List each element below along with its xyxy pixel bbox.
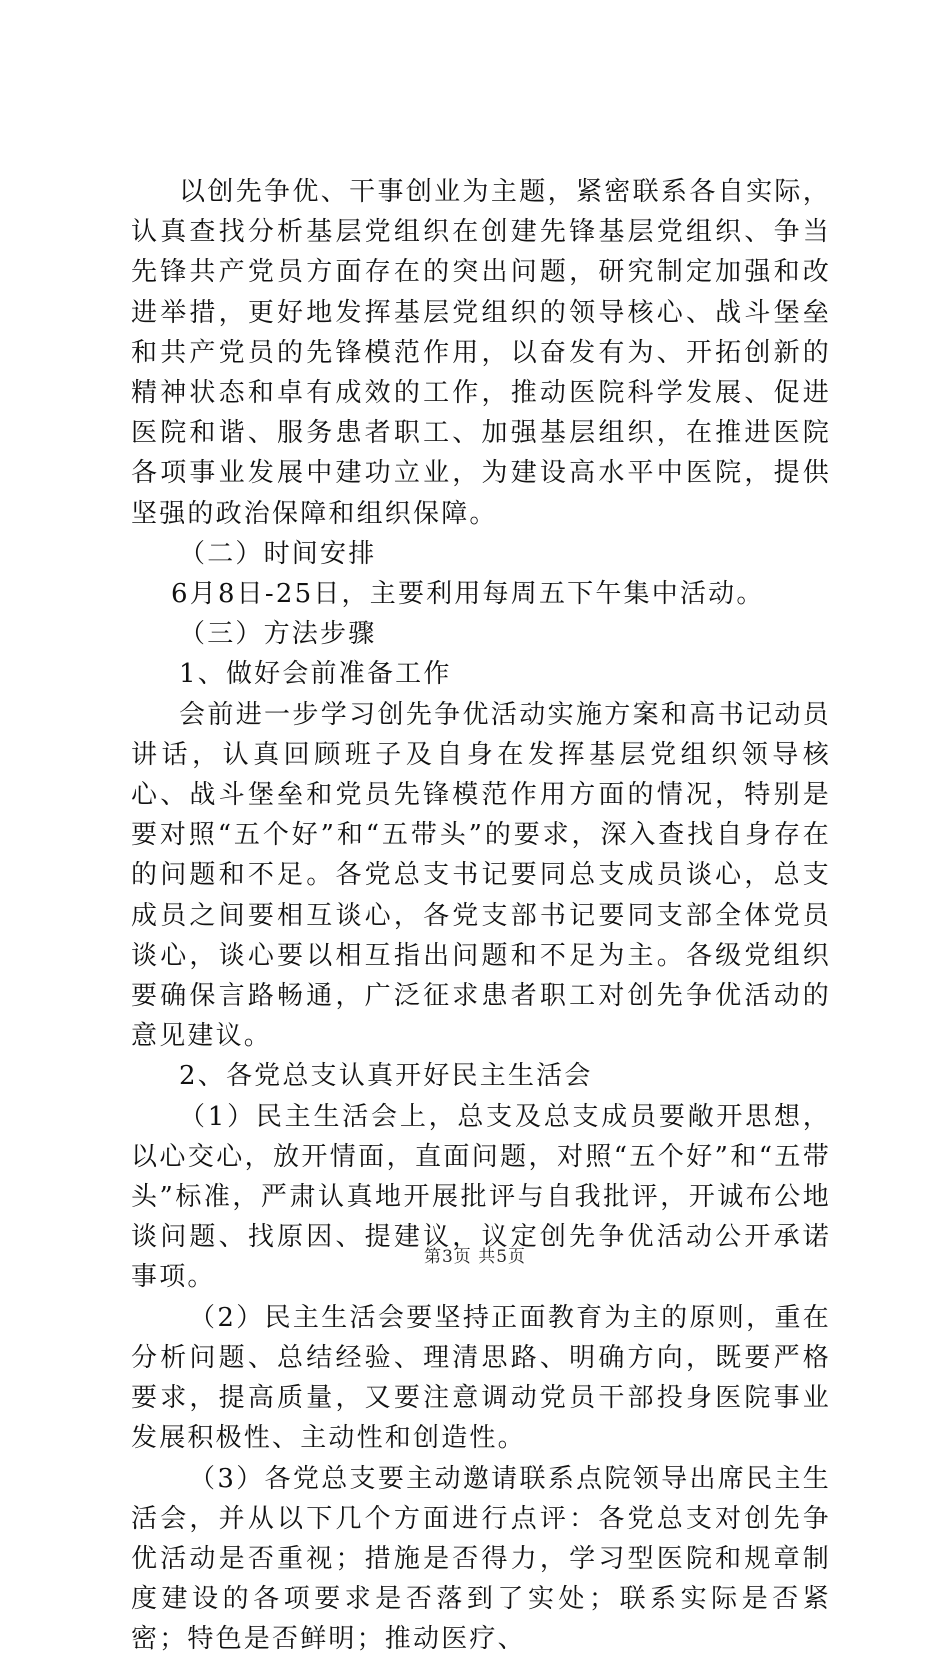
paragraph-item-3: （3）各党总支要主动邀请联系点院领导出席民主生活会，并从以下几个方面进行点评：各党总支对创先争优活动是否重视；措施是否得力，学习型医院和规章制度建设的各项要求是否落到了实处；联系实际是否紧密；特色是否鲜明；推动医疗、 <box>131 1463 831 1655</box>
heading-preparation: 1、做好会前准备工作 <box>179 659 452 690</box>
heading-time-schedule: （二）时间安排 <box>179 538 377 569</box>
page-number-footer: 第3页 共5页 <box>423 1247 527 1267</box>
paragraph-item-1: （1）民主生活会上，总支及总支成员要敞开思想，以心交心，放开情面，直面问题，对照“五个好”和“五带头”标准，严肃认真地开展批评与自我批评，开诚布公地谈问题、找原因、提建议，议定创先争优活动公开承诺事项。 <box>131 1101 831 1293</box>
paragraph-time-schedule: 6月8日-25日，主要利用每周五下午集中活动。 <box>171 579 765 610</box>
heading-democratic-life-meeting: 2、各党总支认真开好民主生活会 <box>179 1061 593 1092</box>
paragraph-objective: 以创先争优、干事创业为主题，紧密联系各自实际，认真查找分析基层党组织在创建先锋基层党组织、争当先锋共产党员方面存在的突出问题，研究制定加强和改进举措，更好地发挥基层党组织的领导核心、战斗堡垒和共产党员的先锋模范作用，以奋发有为、开拓创新的精神状态和卓有成效的工作，推动医院科学发展、促进医院和谐、服务患者职工、加强基层组织，在推进医院各项事业发展中建功立业，为建设高水平中医院，提供坚强的政治保障和组织保障。 <box>131 177 831 529</box>
paragraph-item-2: （2）民主生活会要坚持正面教育为主的原则，重在分析问题、总结经验、理清思路、明确方向，既要严格要求，提高质量，又要注意调动党员干部投身医院事业发展积极性、主动性和创造性。 <box>131 1302 831 1454</box>
heading-method-steps: （三）方法步骤 <box>179 619 377 650</box>
paragraph-preparation: 会前进一步学习创先争优活动实施方案和高书记动员讲话，认真回顾班子及自身在发挥基层党组织领导核心、战斗堡垒和党员先锋模范作用方面的情况，特别是要对照“五个好”和“五带头”的要求，深入查找自身存在的问题和不足。各党总支书记要同总支成员谈心，总支成员之间要相互谈心，各党支部书记要同支部全体党员谈心，谈心要以相互指出问题和不足为主。各级党组织要确保言路畅通，广泛征求患者职工对创先争优活动的意见建议。 <box>131 699 831 1052</box>
document-body <box>131 172 831 1660</box>
